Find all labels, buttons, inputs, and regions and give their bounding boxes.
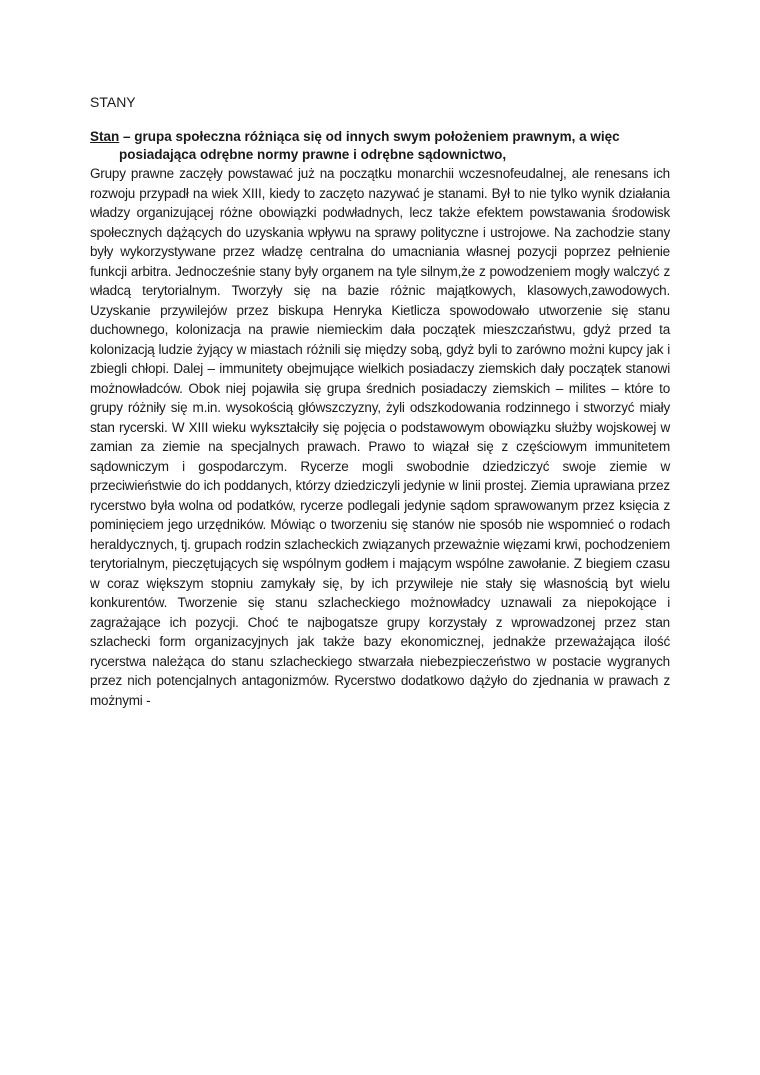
document-page (90, 93, 670, 710)
definition-text: – grupa społeczna różniąca się od innych swym położeniem prawnym, a więc posiadająca odrębne normy prawne i odrębne sądownictwo, (119, 129, 620, 162)
definition-term: Stan (90, 129, 120, 144)
document-title: STANY (90, 94, 136, 110)
body-paragraph: Grupy prawne zaczęły powstawać już na początku monarchii wczesnofeudalnej, ale renesans ich rozwoju przypadł na wiek XIII, kiedy to zaczęto nazywać je stanami. Był to nie tylko wynik działania władzy organizującej różne obowiązki podwładnych, lecz także efektem powstawania środowisk społecznych dążących do uzyskania wpływu na sprawy polityczne i ustrojowe. Na zachodzie stany były wykorzystywane przez władzę centralna do umacniania własnej pozycji poprzez pełnienie funkcji arbitra. Jednocześnie stany były organem na tyle silnym,że z powodzeniem mogły walczyć z władcą terytorialnym. Tworzyły się na bazie różnic majątkowych, klasowych,zawodowych. Uzyskanie przywilejów przez biskupa Henryka Kietlicza spowodowało utworzenie się stanu duchownego, kolonizacja na prawie niemieckim dała początek mieszczaństwu, gdyż przed ta kolonizacją ludzie żyjący w miastach różnili się między sobą, gdyż byli to zarówno możni kupcy jak i zbiegli chłopi. Dalej – immunitety obejmujące wielkich posiadaczy ziemskich dały początek stanowi możnowładców. Obok niej pojawiła się grupa średnich posiadaczy ziemskich – milites – które to grupy różniły się m.in. wysokością główszczyzny, żyli odszkodowania rodzinnego i stworzyć miały stan rycerski. W XIII wieku wykształciły się pojęcia o podstawowym obowiązku służby wojskowej w zamian za ziemie na specjalnych prawach. Prawo to wiązał się z częściowym immunitetem sądowniczym i gospodarczym. Rycerze mogli swobodnie dziedziczyć swoje ziemie w przeciwieństwie do ich poddanych, którzy dziedziczyli jedynie w linii prostej. Ziemia uprawiana przez rycerstwo była wolna od podatków, rycerze podlegali jedynie sądom sprawowanym przez księcia z pominięciem jego urzędników. Mówiąc o tworzeniu się stanów nie sposób nie wspomnieć o rodach heraldycznych, tj. grupach rodzin szlacheckich związanych przeważnie więzami krwi, pochodzeniem terytorialnym, pieczętujących się wspólnym godłem i mającym wspólne zawołanie. Z biegiem czasu w coraz większym stopniu zamykały się, by ich przywileje nie stały się własnością byt wielu konkurentów. Tworzenie się stanu szlacheckiego możnowładcy uznawali za niepokojące i zagrażające ich pozycji. Choć te najbogatsze grupy korzystały z wprowadzonej przez stan szlachecki form organizacyjnych jak także bazy ekonomicznej, jednakże przeważająca ilość rycerstwa należąca do stanu szlacheckiego stwarzała niebezpieczeństwo w postacie wygranych przez nich potencjalnych antagonizmów. Rycerstwo dodatkowo dążyło do zjednania w prawach z możnymi - (90, 166, 670, 708)
definition-paragraph (90, 128, 670, 164)
